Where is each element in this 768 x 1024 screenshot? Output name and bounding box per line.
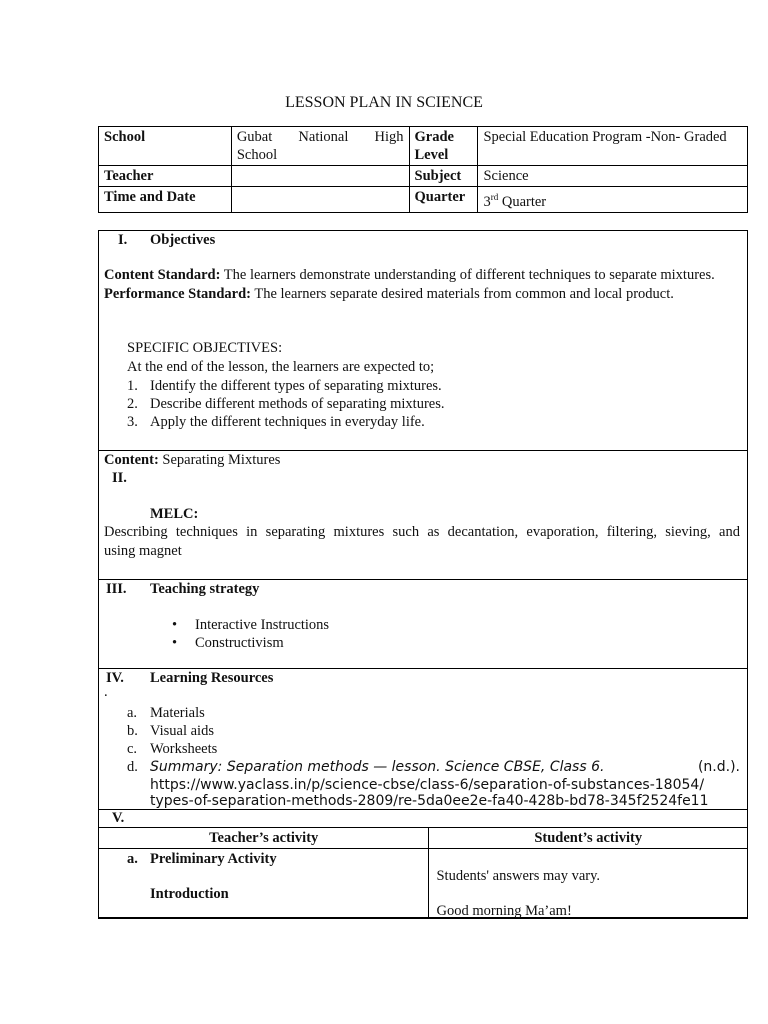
quarter-value — [478, 187, 748, 213]
header-table — [98, 126, 748, 213]
student-response: Students' answers may vary. — [436, 868, 601, 884]
objective-item-num: 3. — [127, 414, 138, 430]
content-numeral: II. — [112, 470, 127, 486]
time-date-label: Time and Date — [99, 187, 232, 213]
content-line — [104, 451, 280, 469]
resources-numeral: IV. — [106, 670, 124, 686]
specific-objectives-intro: At the end of the lesson, the learners are expected to; — [127, 359, 435, 375]
resource-item: Visual aids — [150, 723, 214, 739]
strategy-heading: Teaching strategy — [150, 581, 260, 597]
school-value-line1: Gubat National High — [236, 129, 404, 145]
objective-item: Describe different methods of separating mixtures. — [150, 396, 445, 412]
performance-standard-label: Performance Standard: — [104, 286, 251, 302]
content-text: Separating Mixtures — [162, 452, 281, 468]
student-response: Good morning Ma’am! — [436, 903, 572, 919]
content-label: Content: — [104, 452, 159, 468]
reference-nd: (n.d.). — [697, 759, 740, 775]
resource-letter: d. — [127, 759, 138, 775]
school-label: School — [99, 127, 232, 166]
prelim-letter: a. — [127, 851, 138, 867]
introduction-label: Introduction — [150, 886, 229, 902]
specific-objectives-heading: SPECIFIC OBJECTIVES: — [127, 340, 283, 356]
school-value — [231, 127, 409, 166]
resource-letter: c. — [127, 741, 138, 757]
resource-item: Materials — [150, 705, 205, 721]
reference-url-line2[interactable]: types-of-separation-methods-2809/re-5da0ee2e-fa40-428b-bd78-345f2524fe11 — [150, 793, 709, 809]
melc-label: MELC: — [150, 506, 199, 522]
school-value-line2: School — [236, 147, 278, 163]
quarter-number: 3 — [483, 193, 491, 210]
divider — [99, 809, 747, 810]
strategy-numeral: III. — [106, 581, 127, 597]
subject-label: Subject — [409, 166, 478, 187]
grade-value: Special Education Program -Non- Graded — [478, 127, 748, 166]
objective-item: Apply the different techniques in everyday life. — [150, 414, 425, 430]
resources-heading: Learning Resources — [150, 670, 274, 686]
content-standard — [104, 266, 715, 284]
stray-dot: . — [104, 684, 108, 700]
strategy-item: Interactive Instructions — [195, 617, 330, 633]
resource-item: Worksheets — [150, 741, 218, 757]
performance-standard — [104, 285, 674, 303]
teacher-activity-cell — [99, 849, 429, 919]
objectives-heading: Objectives — [150, 232, 216, 248]
bullet-icon: • — [172, 617, 178, 633]
subject-value: Science — [478, 166, 748, 187]
melc-line1: Describing techniques in separating mixtures such as decantation, evaporation, filtering, sieving, and — [104, 524, 740, 540]
melc-line2: using magnet — [104, 543, 182, 559]
content-standard-label: Content Standard: — [104, 267, 221, 283]
objective-item-num: 2. — [127, 396, 138, 412]
teacher-value — [231, 166, 409, 187]
reference-line1 — [150, 758, 740, 776]
resource-letter: b. — [127, 723, 138, 739]
objective-item-num: 1. — [127, 378, 138, 394]
objectives-numeral: I. — [118, 232, 128, 248]
activity-table — [98, 827, 748, 919]
content-standard-text: The learners demonstrate understanding of different techniques to separate mixtures. — [223, 267, 715, 283]
time-date-value — [231, 187, 409, 213]
performance-standard-text: The learners separate desired materials from common and local product. — [254, 286, 674, 302]
quarter-superscript: rd — [490, 192, 499, 202]
prelim-label: Preliminary Activity — [150, 851, 277, 867]
quarter-word: Quarter — [501, 193, 547, 210]
teacher-label: Teacher — [99, 166, 232, 187]
reference-url-line1[interactable]: https://www.yaclass.in/p/science-cbse/class-6/separation-of-substances-18054/ — [150, 777, 705, 793]
grade-label-line2: Level — [414, 147, 449, 163]
strategy-item: Constructivism — [195, 635, 284, 651]
quarter-label: Quarter — [409, 187, 478, 213]
student-activity-cell — [429, 849, 748, 919]
resource-letter: a. — [127, 705, 138, 721]
page-title: LESSON PLAN IN SCIENCE — [285, 94, 483, 111]
student-activity-header: Student’s activity — [429, 828, 748, 849]
bullet-icon: • — [172, 635, 178, 651]
procedure-numeral: V. — [112, 810, 125, 826]
grade-label-line1: Grade — [414, 129, 454, 145]
lesson-body — [98, 230, 748, 918]
teacher-activity-header: Teacher’s activity — [99, 828, 429, 849]
grade-label — [409, 127, 478, 166]
reference-title: Summary: Separation methods — lesson. Science CBSE, Class 6. — [150, 759, 605, 775]
objective-item: Identify the different types of separating mixtures. — [150, 378, 442, 394]
